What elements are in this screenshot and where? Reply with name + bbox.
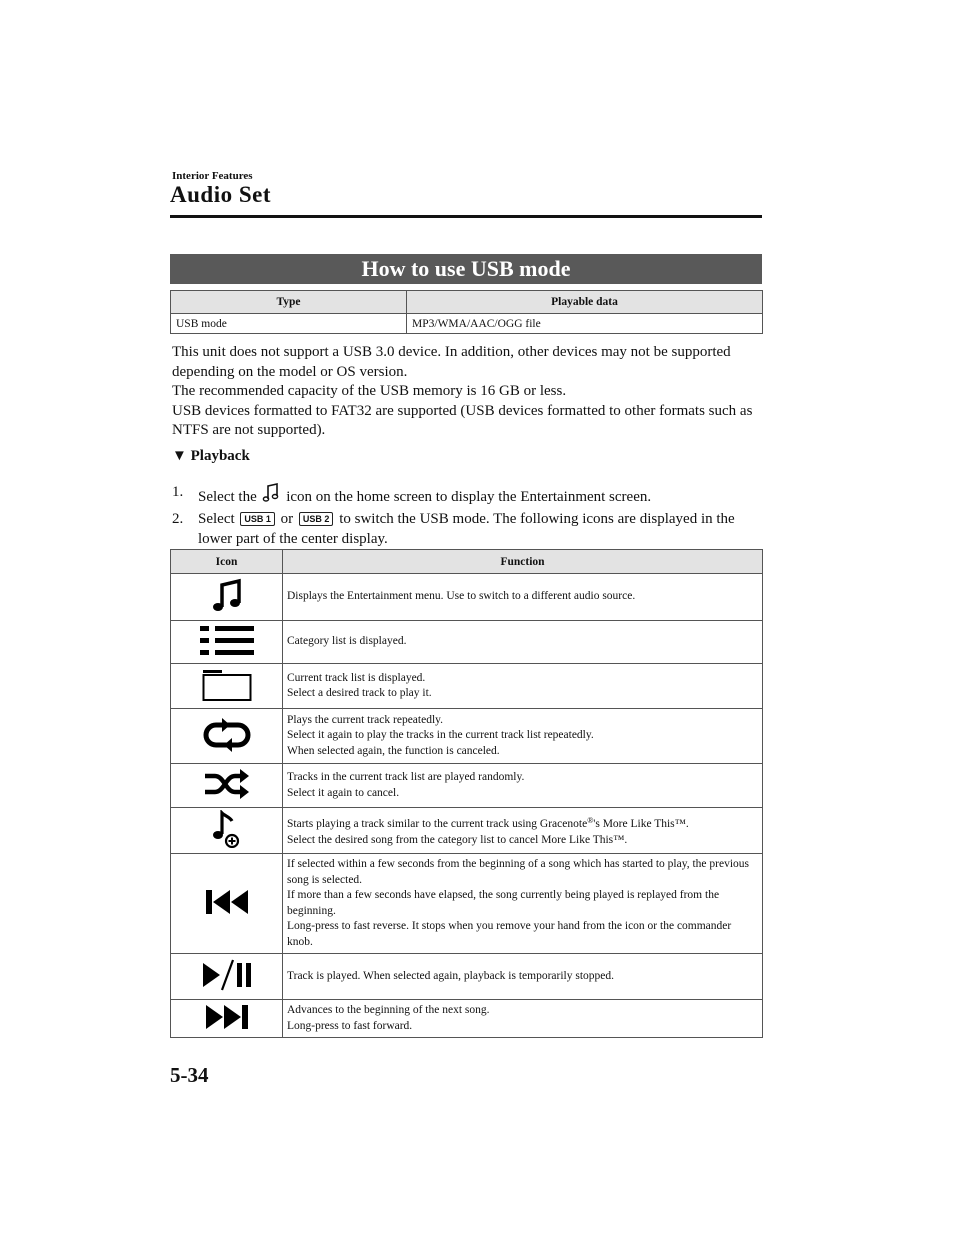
function-cell (283, 1000, 763, 1038)
function-line: Track is played. When selected again, playback is temporarily stopped. (287, 969, 615, 982)
playable-data-cell: MP3/WMA/AAC/OGG file (407, 314, 763, 334)
function-line-tail: 's More Like This™. (593, 818, 689, 830)
shuffle-icon (202, 768, 252, 800)
table-row (171, 954, 763, 1000)
step-text-pre: Select (198, 511, 235, 527)
function-line (287, 813, 758, 833)
more-like-this-icon (210, 810, 244, 848)
icon-cell (171, 954, 283, 1000)
list-icon (198, 623, 256, 659)
step-number: 1. (172, 484, 184, 500)
table-row (171, 664, 763, 709)
function-line: Plays the current track repeatedly. (287, 713, 444, 726)
music-note-icon (210, 577, 244, 615)
icon-cell (171, 1000, 283, 1038)
table-row (171, 854, 763, 954)
type-cell: USB mode (171, 314, 407, 334)
step-text-pre: Select the (198, 489, 257, 505)
play-pause-icon (200, 958, 254, 992)
usb1-badge: USB 1 (240, 512, 275, 526)
playback-steps (172, 482, 762, 551)
usb2-badge: USB 2 (299, 512, 334, 526)
playable-data-table (170, 290, 763, 334)
column-header-icon: Icon (171, 550, 283, 574)
icon-cell (171, 664, 283, 709)
step-item (172, 482, 762, 507)
table-row (171, 314, 763, 334)
intro-paragraph: The recommended capacity of the USB memory is 16 GB or less. (172, 383, 567, 399)
column-header-type: Type (171, 291, 407, 314)
usb-mode-banner: How to use USB mode (170, 254, 762, 284)
playback-heading-text: Playback (190, 448, 250, 464)
playback-heading (172, 448, 250, 465)
step-number: 2. (172, 511, 184, 527)
table-row (171, 709, 763, 764)
icon-cell (171, 808, 283, 854)
function-cell (283, 664, 763, 709)
registered-mark: ® (587, 816, 594, 825)
function-line: Select the desired song from the category list to cancel More Like This™. (287, 833, 628, 846)
header-divider (170, 215, 762, 218)
function-line: Select it again to cancel. (287, 786, 400, 799)
function-line: Current track list is displayed. (287, 671, 426, 684)
intro-paragraph: This unit does not support a USB 3.0 device. In addition, other devices may not be supported depending on the model or OS version. (172, 344, 731, 380)
music-note-icon (262, 482, 280, 504)
function-line: Displays the Entertainment menu. Use to switch to a different audio source. (287, 590, 636, 603)
page-number: 5-34 (170, 1063, 209, 1087)
function-cell (283, 709, 763, 764)
step-text-post: icon on the home screen to display the Entertainment screen. (286, 489, 652, 505)
function-cell (283, 621, 763, 664)
function-cell (283, 574, 763, 621)
page-title: Audio Set (170, 182, 271, 207)
function-cell (283, 808, 763, 854)
function-line: If more than a few seconds have elapsed, the song currently being played is replayed from the beginning. (287, 889, 720, 917)
icon-cell (171, 574, 283, 621)
icon-cell (171, 621, 283, 664)
table-row (171, 574, 763, 621)
table-row (171, 621, 763, 664)
table-header-row (171, 291, 763, 314)
icon-cell (171, 764, 283, 808)
section-label: Interior Features (172, 170, 253, 182)
function-line-text: Starts playing a track similar to the current track using Gracenote (287, 818, 588, 830)
step-item (172, 509, 762, 549)
icon-function-table (170, 549, 763, 1038)
next-track-icon (203, 1003, 251, 1031)
function-line: Category list is displayed. (287, 635, 407, 648)
function-line: Select a desired track to play it. (287, 687, 432, 699)
column-header-playable-data: Playable data (407, 291, 763, 314)
icon-cell (171, 854, 283, 954)
table-row (171, 808, 763, 854)
table-row (171, 764, 763, 808)
function-cell (283, 764, 763, 808)
intro-text (172, 343, 762, 441)
section-marker-icon: ▼ (172, 448, 187, 464)
table-header-row (171, 550, 763, 574)
function-cell (283, 954, 763, 1000)
step-text-post: to switch the USB mode. The following icons are displayed in the lower part of the center display. (198, 511, 735, 547)
function-line: Long-press to fast forward. (287, 1019, 413, 1032)
function-line: Advances to the beginning of the next song. (287, 1004, 490, 1016)
function-line: Long-press to fast reverse. It stops when you remove your hand from the icon or the commander knob. (287, 920, 732, 948)
column-header-function: Function (283, 550, 763, 574)
function-line: Tracks in the current track list are played randomly. (287, 771, 525, 783)
icon-cell (171, 709, 283, 764)
function-line: When selected again, the function is canceled. (287, 744, 500, 757)
function-cell (283, 854, 763, 954)
step-text-mid: or (280, 511, 294, 527)
table-row (171, 1000, 763, 1038)
function-line: If selected within a few seconds from the beginning of a song which has started to play, the previous song is selected. (287, 858, 750, 886)
function-line: Select it again to play the tracks in the current track list repeatedly. (287, 729, 594, 742)
repeat-icon (202, 718, 252, 752)
intro-paragraph: USB devices formatted to FAT32 are supported (USB devices formatted to other formats such as NTFS are not supported). (172, 402, 753, 438)
previous-track-icon (203, 888, 251, 916)
folder-icon (200, 667, 254, 703)
